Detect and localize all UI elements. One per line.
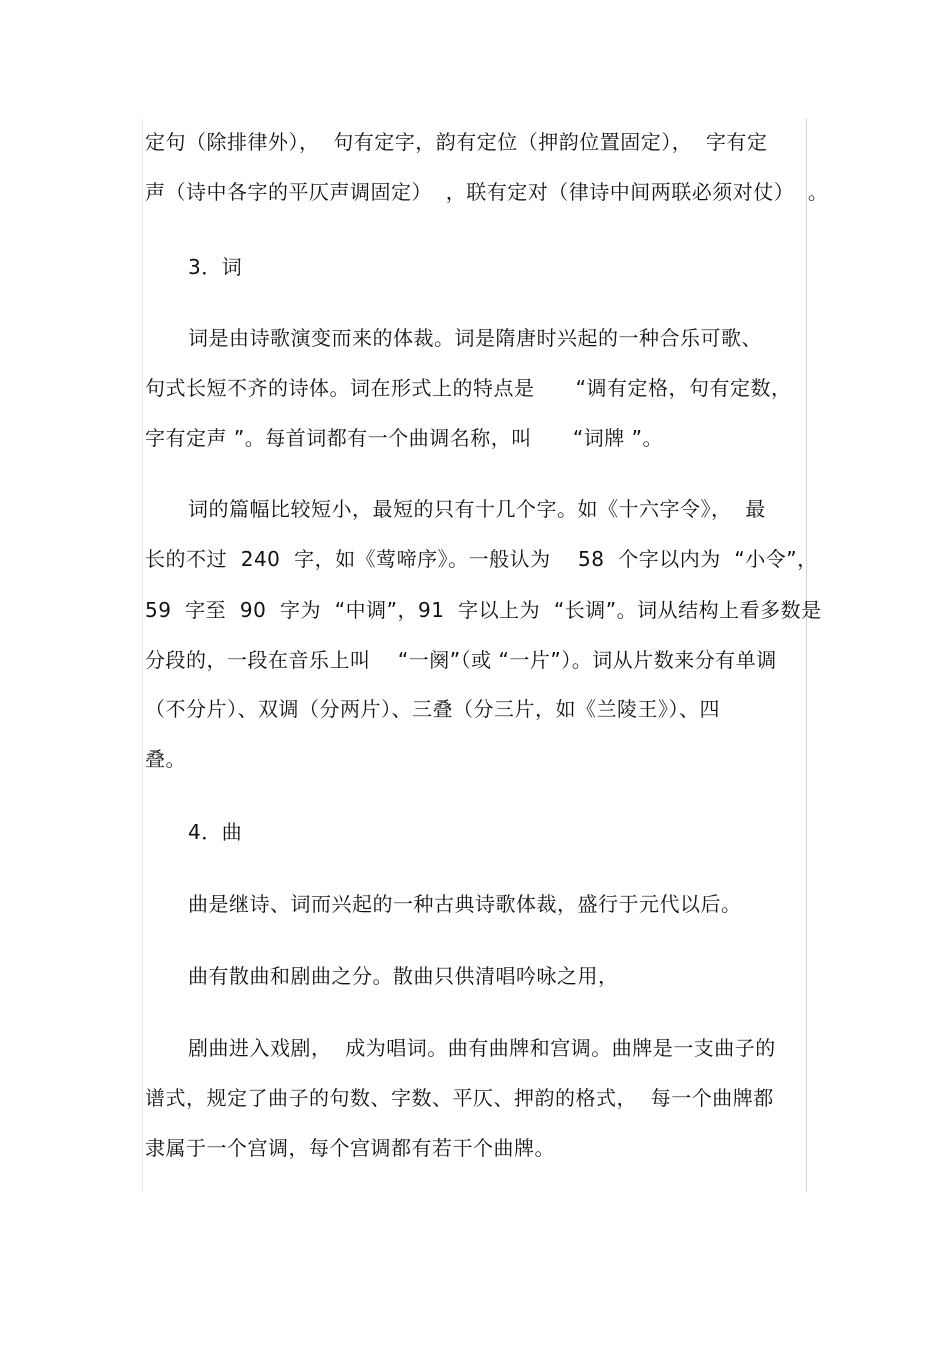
text-line: 谱式，规定了曲子的句数、字数、平仄、押韵的格式， 每一个曲牌都: [145, 1086, 774, 1110]
section-heading-ci: 3．词: [188, 255, 243, 279]
text-line: 词是由诗歌演变而来的体裁。词是隋唐时兴起的一种合乐可歌、: [188, 326, 762, 350]
text-line: （不分片）、双调（分两片）、三叠（分三片，如《兰陵王》）、四: [145, 697, 720, 721]
text-line: 声（诗中各字的平仄声调固定） ，联有定对（律诗中间两联必须对仗） 。: [145, 180, 829, 204]
text-line: 词的篇幅比较短小，最短的只有十几个字。如《十六字令》， 最: [188, 497, 766, 521]
text-line: 隶属于一个宫调，每个宫调都有若干个曲牌。: [145, 1136, 555, 1160]
section-heading-qu: 4．曲: [188, 820, 243, 844]
text-line: 叠。: [145, 747, 186, 771]
text-line: 定句（除排律外）， 句有定字，韵有定位（押韵位置固定）， 字有定: [145, 130, 768, 154]
text-line: 曲有散曲和剧曲之分。散曲只供清唱吟咏之用，: [188, 964, 619, 988]
text-line: 字有定声 ”。每首词都有一个曲调名称，叫 “词牌 ”。: [145, 426, 663, 450]
text-line: 分段的，一段在音乐上叫 “一阕”（或 “一片”）。词从片数来分有单调: [145, 648, 777, 672]
text-line: 剧曲进入戏剧， 成为唱词。曲有曲牌和宫调。曲牌是一支曲子的: [188, 1036, 776, 1060]
text-line: 59 字至 90 字为 “中调”，91 字以上为 “长调”。词从结构上看多数是: [145, 598, 822, 622]
page-border-right: [806, 118, 807, 1192]
text-line: 句式长短不齐的诗体。词在形式上的特点是 “调有定格，句有定数，: [145, 376, 792, 400]
page-border-left: [142, 118, 143, 1192]
text-line: 长的不过 240 字，如《莺啼序》。一般认为 58 个字以内为 “小令”，: [145, 547, 818, 571]
text-line: 曲是继诗、词而兴起的一种古典诗歌体裁，盛行于元代以后。: [188, 892, 742, 916]
